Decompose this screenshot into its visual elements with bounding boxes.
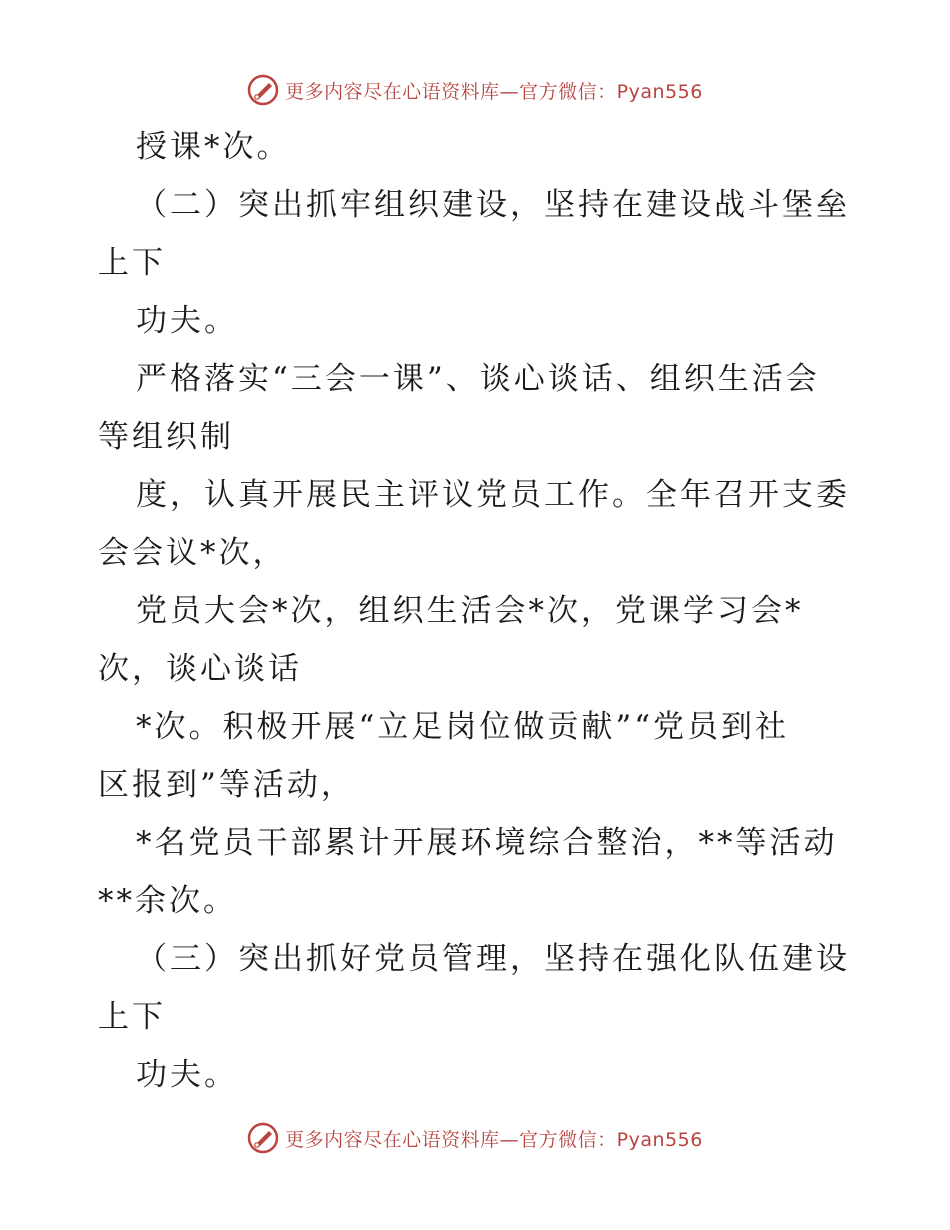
seal-logo-icon [247,1122,279,1154]
text-line: 度，认真开展民主评议党员工作。全年召开支委 [136,477,850,513]
text-line: *次。积极开展“立足岗位做贡献”“党员到社 [136,709,790,745]
header-watermark [0,70,950,110]
text-line: 等组织制 [98,419,234,455]
text-line: 严格落实“三会一课”、谈心谈话、组织生活会 [136,361,820,397]
text-line: 上下 [98,999,166,1035]
watermark-text: 更多内容尽在心语资料库—官方微信：Pyan556 [285,80,703,103]
text-line: 党员大会*次，组织生活会*次，党课学习会* [136,593,804,629]
watermark-text: 更多内容尽在心语资料库—官方微信：Pyan556 [285,1128,703,1151]
text-line: 功夫。 [136,1057,238,1093]
text-line: （二）突出抓牢组织建设，坚持在建设战斗堡垒 [136,187,850,223]
text-line: **余次。 [98,883,237,919]
text-line: 区报到”等活动， [98,767,355,803]
text-line: 次，谈心谈话 [98,651,302,687]
seal-logo-icon [247,74,279,106]
text-line: 授课*次。 [136,129,291,165]
text-line: 会会议*次， [98,535,287,571]
text-line: *名党员干部累计开展环境综合整治，**等活动 [136,825,838,861]
text-line: 上下 [98,245,166,281]
text-line: 功夫。 [136,303,238,339]
text-line: （三）突出抓好党员管理，坚持在强化队伍建设 [136,941,850,977]
footer-watermark [0,1118,950,1158]
